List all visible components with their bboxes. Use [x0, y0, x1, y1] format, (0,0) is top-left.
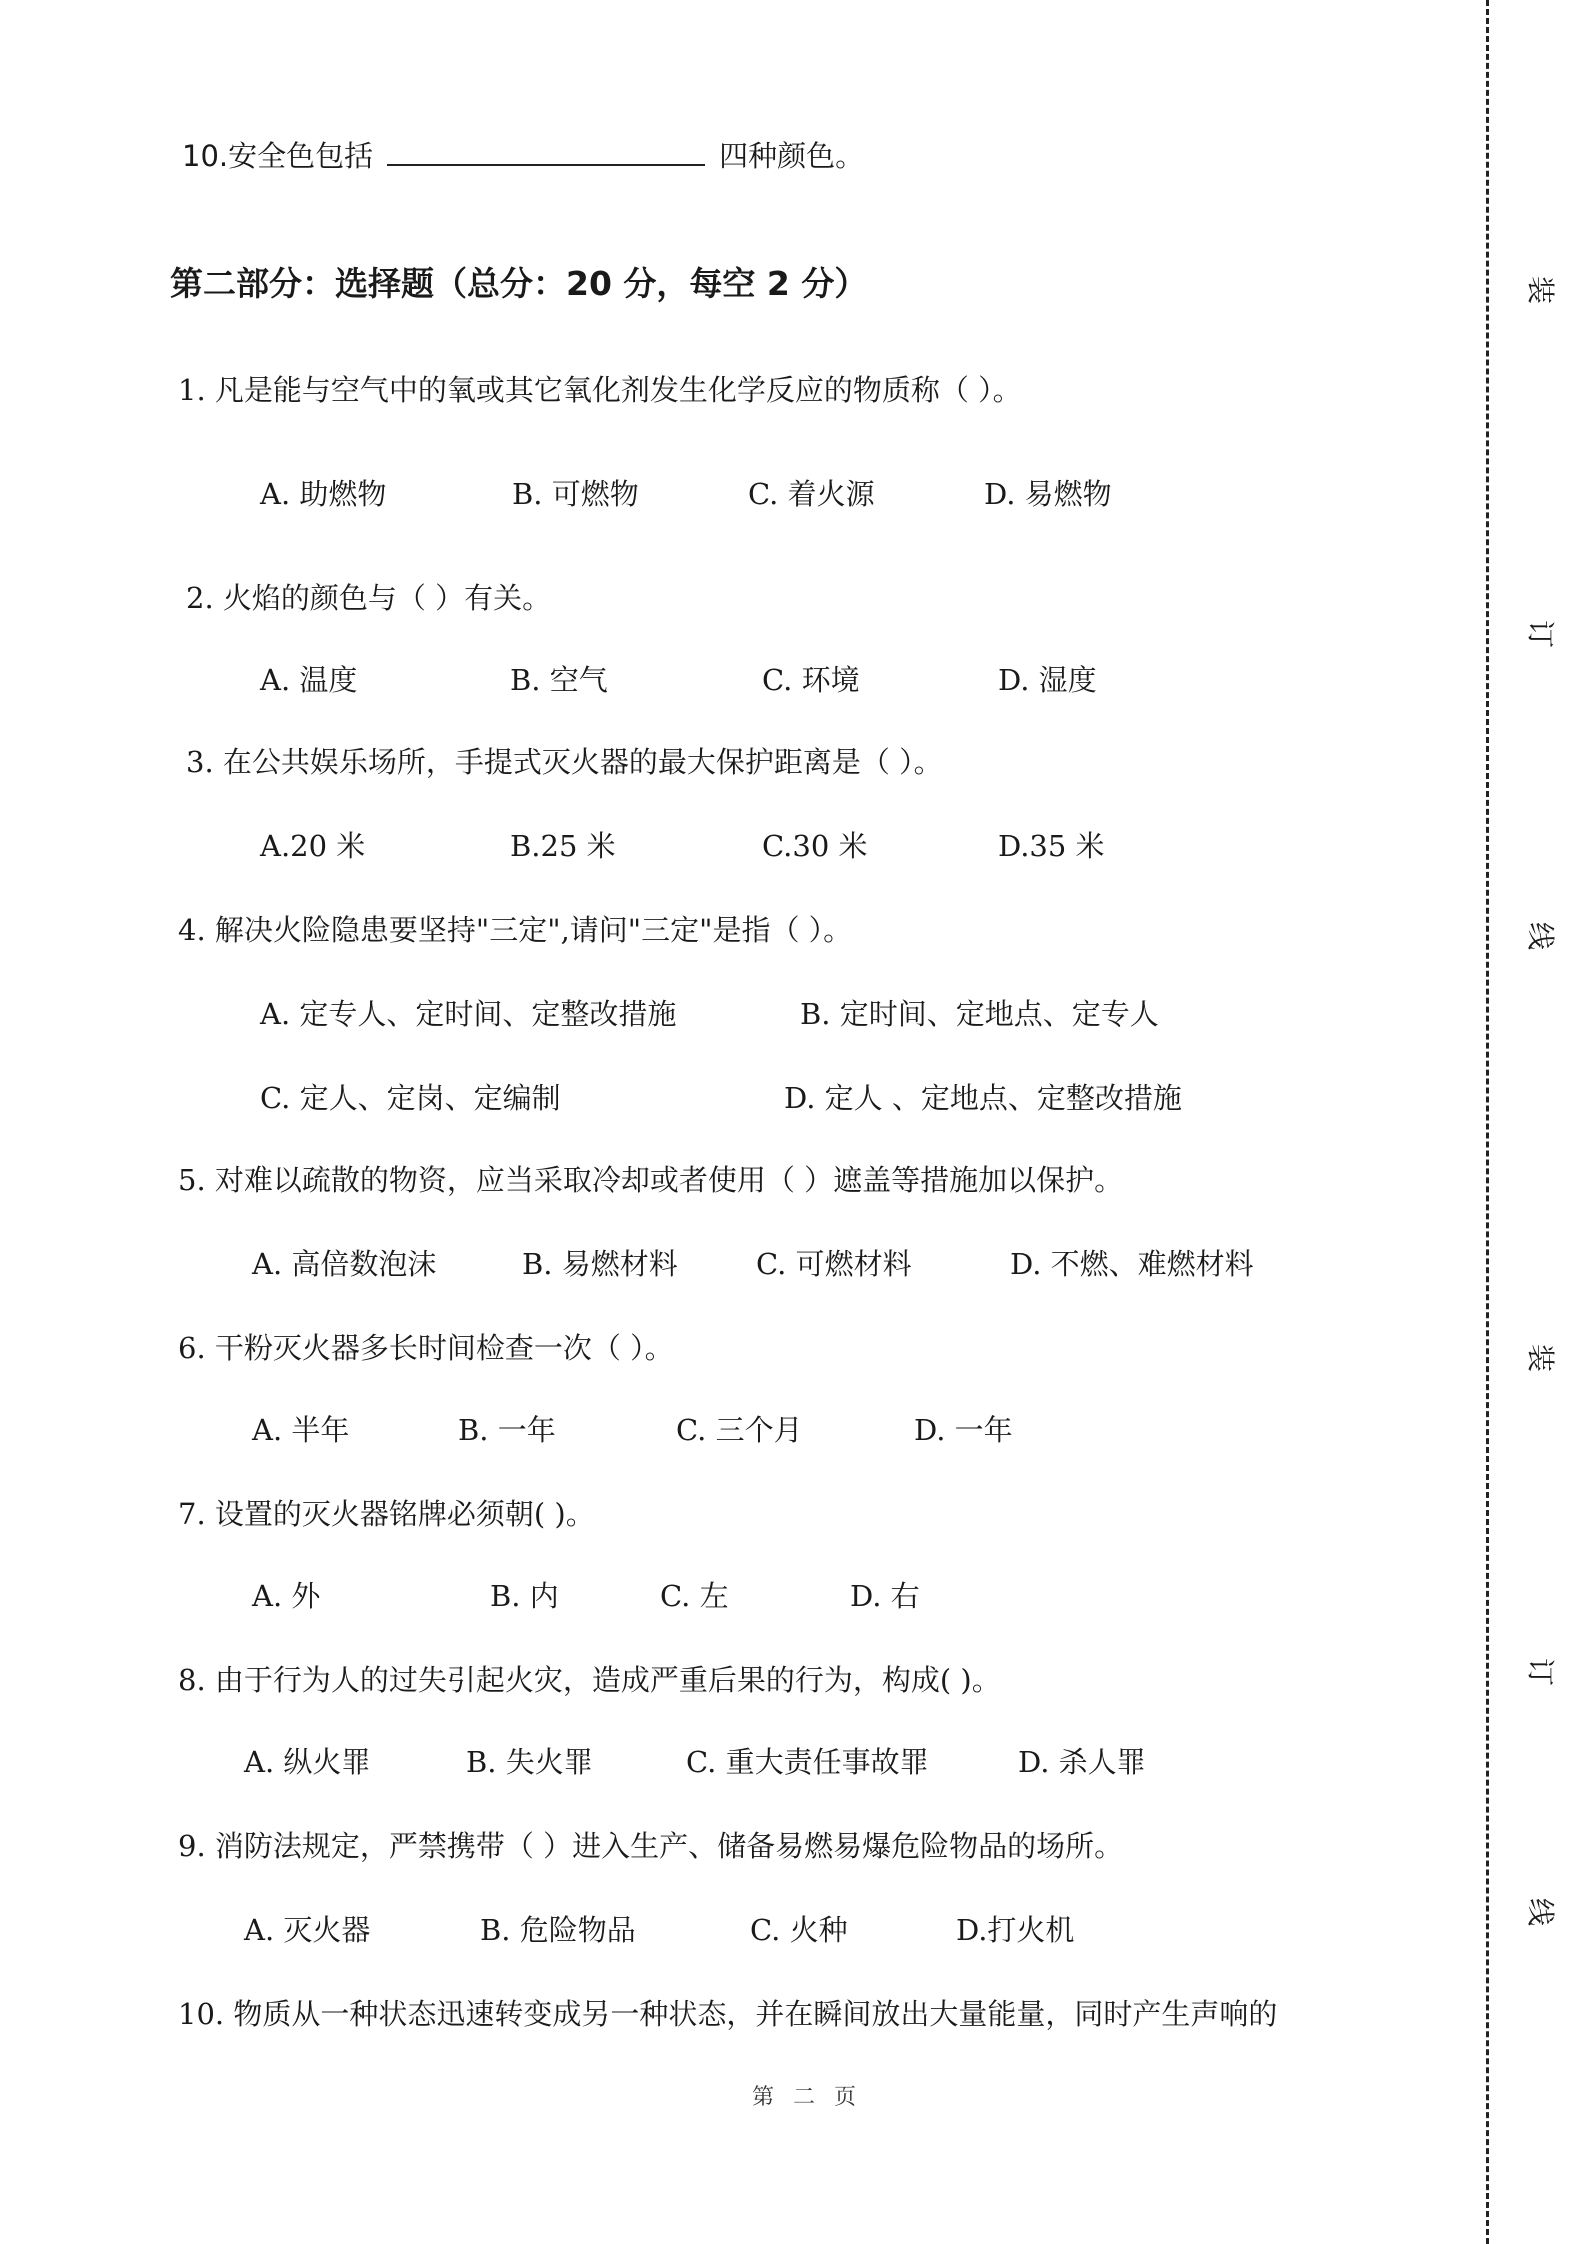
binding-mark-3: 线 — [1524, 921, 1558, 951]
fill-in-suffix: 四种颜色。 — [719, 139, 865, 173]
binding-mark-1: 装 — [1524, 275, 1558, 305]
question-5: 5. 对难以疏散的物资，应当采取冷却或者使用（ ）遮盖等措施加以保护。 — [178, 1163, 1124, 1197]
option-9d: D.打火机 — [956, 1913, 1075, 1947]
option-9c: C. 火种 — [750, 1913, 848, 1947]
fill-in-prefix: 10.安全色包括 — [182, 139, 374, 173]
option-4c: C. 定人、定岗、定编制 — [260, 1081, 561, 1115]
question-4: 4. 解决火险隐患要坚持"三定",请问"三定"是指（ ）。 — [178, 913, 853, 947]
question-10: 10. 物质从一种状态迅速转变成另一种状态，并在瞬间放出大量能量，同时产生声响的 — [178, 1997, 1278, 2031]
option-9b: B. 危险物品 — [480, 1913, 636, 1947]
option-5c: C. 可燃材料 — [756, 1247, 912, 1281]
option-6d: D. 一年 — [914, 1413, 1013, 1447]
question-8: 8. 由于行为人的过失引起火灾，造成严重后果的行为，构成( )。 — [178, 1663, 1001, 1697]
option-4d: D. 定人 、定地点、定整改措施 — [784, 1081, 1182, 1115]
option-3b: B.25 米 — [510, 829, 616, 863]
option-5b: B. 易燃材料 — [522, 1247, 678, 1281]
option-9a: A. 灭火器 — [244, 1913, 371, 1947]
option-3d: D.35 米 — [998, 829, 1105, 863]
option-8d: D. 杀人罪 — [1018, 1745, 1146, 1779]
binding-mark-6: 线 — [1524, 1897, 1558, 1927]
page-footer: 第 二 页 — [752, 2085, 862, 2110]
question-1: 1. 凡是能与空气中的氧或其它氧化剂发生化学反应的物质称（ ）。 — [178, 373, 1022, 407]
option-8a: A. 纵火罪 — [244, 1745, 371, 1779]
option-8b: B. 失火罪 — [466, 1745, 593, 1779]
option-4b: B. 定时间、定地点、定专人 — [800, 997, 1159, 1031]
option-6c: C. 三个月 — [676, 1413, 803, 1447]
option-1c: C. 着火源 — [748, 477, 875, 511]
option-4a: A. 定专人、定时间、定整改措施 — [260, 997, 677, 1031]
option-7a: A. 外 — [252, 1579, 321, 1613]
fill-in-question-10 — [182, 134, 864, 175]
option-7d: D. 右 — [850, 1579, 920, 1613]
section-heading: 第二部分：选择题（总分：20 分，每空 2 分） — [170, 264, 868, 303]
option-6b: B. 一年 — [458, 1413, 556, 1447]
option-5d: D. 不燃、难燃材料 — [1010, 1247, 1254, 1281]
question-7: 7. 设置的灭火器铭牌必须朝( )。 — [178, 1497, 595, 1531]
option-3c: C.30 米 — [762, 829, 868, 863]
option-8c: C. 重大责任事故罪 — [686, 1745, 929, 1779]
binding-dashed-line — [1486, 0, 1489, 2244]
option-6a: A. 半年 — [252, 1413, 350, 1447]
binding-mark-4: 装 — [1524, 1343, 1558, 1373]
option-1a: A. 助燃物 — [260, 477, 387, 511]
question-3: 3. 在公共娱乐场所，手提式灭火器的最大保护距离是（ ）。 — [186, 745, 943, 779]
option-2d: D. 湿度 — [998, 663, 1097, 697]
question-2: 2. 火焰的颜色与（ ）有关。 — [186, 581, 552, 615]
option-1b: B. 可燃物 — [512, 477, 639, 511]
option-1d: D. 易燃物 — [984, 477, 1112, 511]
answer-blank — [387, 142, 705, 166]
question-9: 9. 消防法规定，严禁携带（ ）进入生产、储备易燃易爆危险物品的场所。 — [178, 1829, 1124, 1863]
binding-mark-2: 订 — [1524, 619, 1558, 649]
option-7b: B. 内 — [490, 1579, 559, 1613]
option-7c: C. 左 — [660, 1579, 729, 1613]
binding-mark-5: 订 — [1524, 1657, 1558, 1687]
option-5a: A. 高倍数泡沫 — [252, 1247, 437, 1281]
option-2b: B. 空气 — [510, 663, 608, 697]
option-2c: C. 环境 — [762, 663, 860, 697]
question-6: 6. 干粉灭火器多长时间检查一次（ ）。 — [178, 1331, 674, 1365]
option-2a: A. 温度 — [260, 663, 358, 697]
option-3a: A.20 米 — [260, 829, 366, 863]
